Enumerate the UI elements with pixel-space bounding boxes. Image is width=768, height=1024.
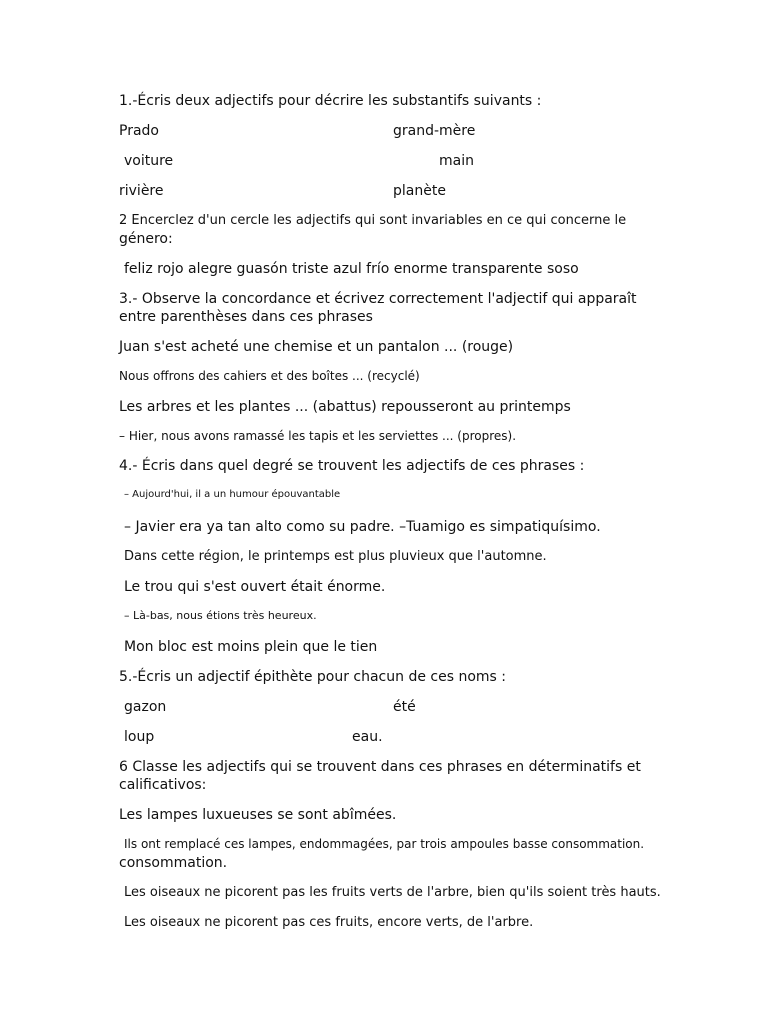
noun-planete: planète: [393, 183, 446, 199]
question-2-title-line-2: género:: [119, 231, 173, 247]
noun-voiture: voiture: [124, 153, 174, 169]
noun-eau: eau.: [352, 729, 383, 745]
question-4-title: 4.- Écris dans quel degré se trouvent les adjectifs de ces phrases :: [119, 458, 585, 474]
sentence-4-5: – Là-bas, nous étions très heureux.: [124, 609, 317, 622]
noun-gazon: gazon: [124, 699, 167, 715]
sentence-3-1: Juan s'est acheté une chemise et un pantalon ... (rouge): [119, 339, 514, 355]
sentence-3-4: – Hier, nous avons ramassé les tapis et les serviettes ... (propres).: [119, 429, 517, 443]
sentence-6-4: Les oiseaux ne picorent pas ces fruits, encore verts, de l'arbre.: [124, 915, 534, 930]
sentence-4-2: – Javier era ya tan alto como su padre. –Tuamigo es simpatiquísimo.: [124, 519, 601, 535]
sentence-6-2-continued: consommation.: [119, 855, 228, 871]
question-1-title: 1.-Écris deux adjectifs pour décrire les substantifs suivants :: [119, 93, 542, 109]
sentence-6-3: Les oiseaux ne picorent pas les fruits verts de l'arbre, bien qu'ils soient très hauts.: [124, 885, 661, 900]
question-6-title-line-1: 6 Classe les adjectifs qui se trouvent dans ces phrases en déterminatifs et: [119, 759, 641, 775]
sentence-4-1: – Aujourd'hui, il a un humour épouvantable: [124, 489, 341, 500]
sentence-6-1: Les lampes luxueuses se sont abîmées.: [119, 807, 397, 823]
sentence-3-2: Nous offrons des cahiers et des boîtes ... (recyclé): [119, 369, 420, 383]
question-3-title-line-1: 3.- Observe la concordance et écrivez correctement l'adjectif qui apparaît: [119, 291, 637, 307]
noun-riviere: rivière: [119, 183, 164, 199]
question-2-title-line-1: 2 Encerclez d'un cercle les adjectifs qui sont invariables en ce qui concerne le: [119, 213, 627, 228]
adjective-list: feliz rojo alegre guasón triste azul frío enorme transparente soso: [124, 261, 579, 277]
noun-prado: Prado: [119, 123, 159, 139]
noun-grand-mere: grand-mère: [393, 123, 476, 139]
question-6-title-line-2: calificativos:: [119, 777, 207, 793]
sentence-4-4: Le trou qui s'est ouvert était énorme.: [124, 579, 386, 595]
question-3-title-line-2: entre parenthèses dans ces phrases: [119, 309, 373, 325]
sentence-3-3: Les arbres et les plantes ... (abattus) repousseront au printemps: [119, 399, 571, 415]
noun-main: main: [439, 153, 474, 169]
sentence-4-6: Mon bloc est moins plein que le tien: [124, 639, 378, 655]
question-5-title: 5.-Écris un adjectif épithète pour chacun de ces noms :: [119, 669, 506, 685]
sentence-6-2: Ils ont remplacé ces lampes, endommagées, par trois ampoules basse consommation.: [124, 837, 645, 851]
noun-ete: été: [393, 699, 416, 715]
sentence-4-3: Dans cette région, le printemps est plus pluvieux que l'automne.: [124, 549, 547, 564]
noun-loup: loup: [124, 729, 155, 745]
